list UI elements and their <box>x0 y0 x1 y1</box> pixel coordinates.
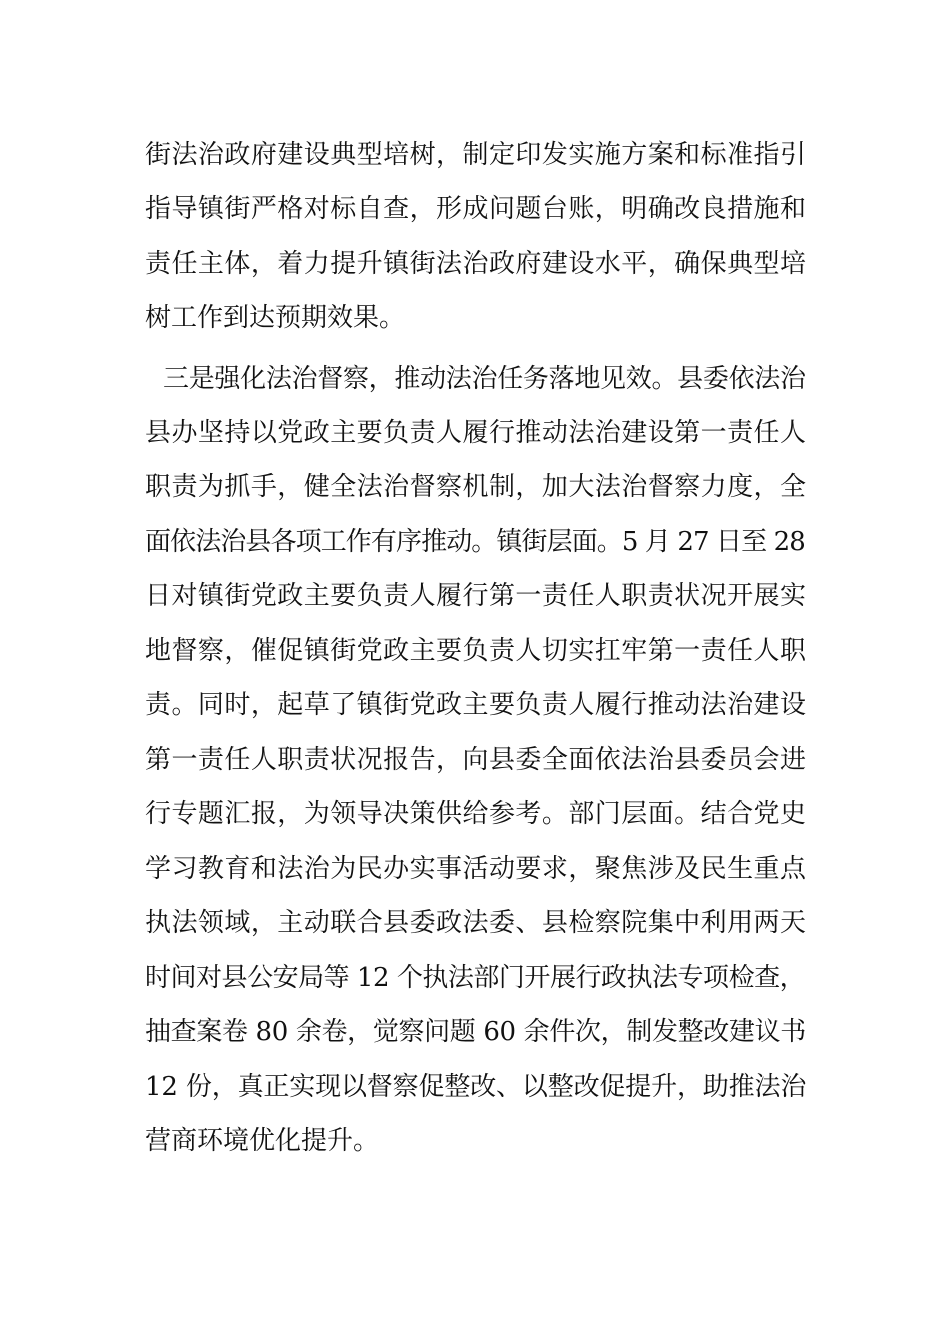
text-line: 12 份，真正实现以督察促整改、以整改促提升，助推法治 <box>145 1072 807 1102</box>
text-line: 日对镇街党政主要负责人履行第一责任人职责状况开展实 <box>145 581 807 611</box>
text-line: 行专题汇报，为领导决策供给参考。部门层面。结合党史 <box>145 799 807 829</box>
paragraph-start-line: 三是强化法治督察，推动法治任务落地见效。县委依法治 <box>163 364 806 394</box>
text-line: 树工作到达预期效果。 <box>145 303 406 333</box>
text-line: 面依法治县各项工作有序推动。镇街层面。5 月 27 日至 28 <box>145 527 805 557</box>
text-line: 职责为抓手，健全法治督察机制，加大法治督察力度，全 <box>145 472 807 502</box>
text-line: 责任主体，着力提升镇街法治政府建设水平，确保典型培 <box>145 249 807 279</box>
text-line: 指导镇街严格对标自查，形成问题台账，明确改良措施和 <box>145 194 807 224</box>
text-line: 执法领域，主动联合县委政法委、县检察院集中利用两天 <box>145 908 807 938</box>
text-line: 抽查案卷 80 余卷，觉察问题 60 余件次，制发整改建议书 <box>145 1017 806 1047</box>
text-line: 学习教育和法治为民办实事活动要求，聚焦涉及民生重点 <box>145 854 807 884</box>
text-line: 地督察，催促镇街党政主要负责人切实扛牢第一责任人职 <box>145 636 807 666</box>
text-line: 街法治政府建设典型培树，制定印发实施方案和标准指引 <box>145 140 807 170</box>
text-line: 第一责任人职责状况报告，向县委全面依法治县委员会进 <box>145 745 807 775</box>
text-line: 营商环境优化提升。 <box>145 1126 380 1156</box>
text-line: 时间对县公安局等 12 个执法部门开展行政执法专项检查， <box>145 963 806 993</box>
text-line: 责。同时，起草了镇街党政主要负责人履行推动法治建设 <box>145 690 807 720</box>
text-line: 县办坚持以党政主要负责人履行推动法治建设第一责任人 <box>145 418 807 448</box>
